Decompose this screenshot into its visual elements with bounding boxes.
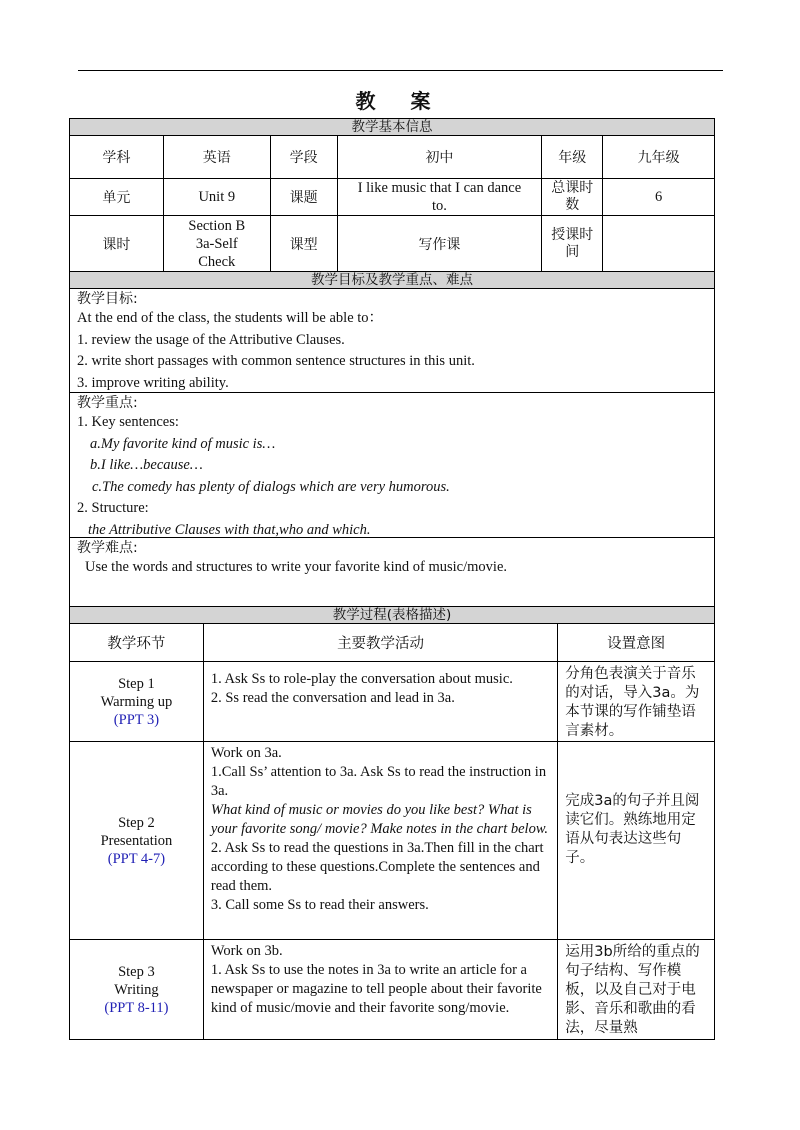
process-step-row — [70, 662, 715, 742]
objective-item: 3. improve writing ability. — [77, 374, 229, 391]
step-number: Step 3 — [118, 963, 155, 980]
value-cell: 九年级 — [603, 136, 715, 179]
process-band: 教学过程(表格描述) — [69, 606, 715, 624]
label-cell: 课时 — [70, 216, 164, 272]
value-cell: 6 — [603, 179, 715, 216]
process-step-row — [70, 940, 715, 1040]
label-cell: 学段 — [270, 136, 337, 179]
label-cell: 总课时数 — [542, 179, 603, 216]
header-rule — [78, 70, 723, 71]
activity-item: 2. Ask Ss to read the questions in 3a.Then fill in the chart according to these questions.Complete the sentences and read them. — [210, 840, 544, 894]
activity-item: 3. Call some Ss to read their answers. — [210, 897, 429, 913]
step-name: Writing — [114, 981, 159, 998]
step-cell — [70, 662, 204, 742]
activity-item: 1.Call Ss’ attention to 3a. Ask Ss to read the instruction in 3a. — [210, 764, 547, 799]
key-sentence: a.My favorite kind of music is… — [90, 435, 276, 452]
key-sentence: b.I like…because… — [90, 457, 203, 473]
activity-item: Work on 3b. — [210, 943, 283, 959]
header-cell: 设置意图 — [558, 624, 715, 662]
activity-item: What kind of music or movies do you like best? What is your favorite song/ movie? Make notes in the chart below. — [210, 802, 549, 837]
label-cell: 课题 — [270, 179, 337, 216]
value-cell — [603, 216, 715, 272]
document-title: 教 案 — [355, 89, 445, 113]
objectives-section — [69, 288, 715, 393]
key-sentences-label: 1. Key sentences: — [77, 414, 179, 430]
value-cell: I like music that I can dance to. — [337, 179, 542, 216]
objectives-heading: 教学目标: — [77, 291, 138, 307]
step-ppt: (PPT 8-11) — [104, 999, 169, 1016]
activity-item: 1. Ask Ss to role-play the conversation about music. — [210, 671, 513, 687]
process-step-row — [70, 742, 715, 940]
activity-item: 2. Ss read the conversation and lead in 3a. — [210, 690, 455, 706]
step-name: Presentation — [100, 832, 173, 849]
value-cell: 英语 — [163, 136, 270, 179]
header-cell: 教学环节 — [70, 624, 204, 662]
key-sentence: c.The comedy has plenty of dialogs which are very humorous. — [92, 478, 450, 495]
basic-info-row — [70, 136, 715, 179]
label-cell: 学科 — [70, 136, 164, 179]
step-number: Step 1 — [118, 675, 155, 692]
basic-info-band: 教学基本信息 — [69, 118, 715, 136]
value-cell: 初中 — [337, 136, 542, 179]
activity-item: 1. Ask Ss to use the notes in 3a to write an article for a newspaper or magazine to tell people about their favorite kind of music/movie and their favorite song/movie. — [210, 962, 542, 1016]
label-cell: 授课时间 — [542, 216, 603, 272]
activities-cell — [203, 940, 557, 1040]
objectives-intro: At the end of the class, the students will be able to： — [77, 310, 384, 326]
label-cell: 单元 — [70, 179, 164, 216]
header-cell: 主要教学活动 — [203, 624, 557, 662]
process-header-row — [70, 624, 715, 662]
key-points-heading: 教学重点: — [77, 395, 138, 411]
objectives-band: 教学目标及教学重点、难点 — [69, 271, 715, 289]
key-points-section — [69, 392, 715, 538]
purpose-cell: 分角色表演关于音乐的对话，导入3a。为本节课的写作铺垫语言素材。 — [558, 662, 715, 742]
activities-cell — [203, 742, 557, 940]
basic-info-row — [70, 179, 715, 216]
activity-item: Work on 3a. — [210, 745, 282, 761]
label-cell: 年级 — [542, 136, 603, 179]
step-cell — [70, 742, 204, 940]
label-cell: 课型 — [270, 216, 337, 272]
value-cell: 写作课 — [337, 216, 542, 272]
step-ppt: (PPT 4-7) — [107, 850, 166, 867]
objective-item: 1. review the usage of the Attributive Clauses. — [77, 331, 345, 348]
difficulties-text: Use the words and structures to write your favorite kind of music/movie. — [85, 559, 508, 575]
basic-info-row — [70, 216, 715, 272]
step-name: Warming up — [100, 693, 173, 710]
step-cell — [70, 940, 204, 1040]
difficulties-section — [69, 537, 715, 607]
purpose-cell: 完成3a的句子并且阅读它们。熟练地用定语从句表达这些句子。 — [558, 742, 715, 940]
structure-label: 2. Structure: — [77, 500, 149, 516]
value-cell: Unit 9 — [163, 179, 270, 216]
difficulties-heading: 教学难点: — [77, 540, 138, 556]
step-number: Step 2 — [118, 814, 155, 831]
value-cell: Section B 3a-Self Check — [163, 216, 270, 272]
process-table — [69, 623, 715, 1040]
activities-cell — [203, 662, 557, 742]
structure-text: the Attributive Clauses with that,who and which. — [88, 521, 371, 538]
basic-info-table — [69, 135, 715, 272]
objective-item: 2. write short passages with common sentence structures in this unit. — [77, 353, 475, 369]
step-ppt: (PPT 3) — [113, 711, 160, 728]
purpose-cell: 运用3b所给的重点的句子结构、写作模板，以及自己对于电影、音乐和歌曲的看法，尽量熟 — [558, 940, 715, 1040]
